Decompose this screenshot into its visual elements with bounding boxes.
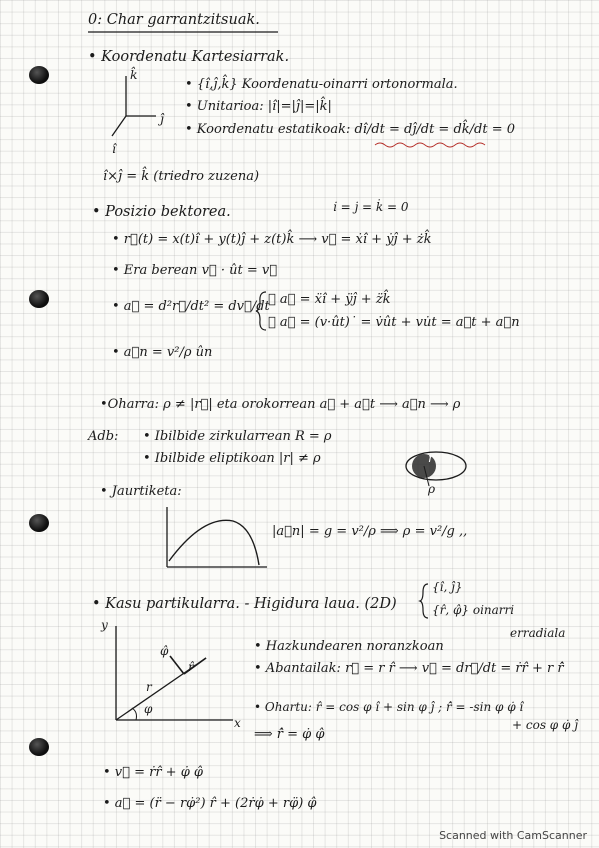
axis-x-label: x <box>234 716 241 730</box>
section1-heading: • Koordenatu Kartesiarrak. <box>88 49 290 65</box>
adb-label: Adb: <box>88 429 119 444</box>
r-vector-label: r <box>146 680 152 694</box>
s1-bullet-orthonormal: • {î,ĵ,k̂} Koordenatu-oinarri ortonormala. <box>185 77 458 92</box>
jaurtiketa-heading: • Jaurtiketa: <box>100 484 182 499</box>
axis-k-label: k̂ <box>130 67 138 82</box>
title-underline <box>88 30 288 34</box>
r-hat-label: r̂ <box>188 660 194 674</box>
acceleration-polar-line: • a⃗ = (r̈ − rφ̇²) r̂ + (2ṙφ̇ + rφ̈) φ̂ <box>103 796 317 811</box>
brace-bracket <box>256 290 268 332</box>
ellipse-sketch <box>404 446 474 496</box>
phi-angle-label: φ <box>144 702 153 716</box>
acceleration-intrinsic: ② a⃗ = (v·ût)˙ = v̇ût + vu̇t = a⃗t + a⃗n <box>268 315 520 330</box>
era-berean-line: • Era berean v⃗ · ût = v⃗ <box>112 263 278 278</box>
acceleration-cartesian: ① a⃗ = ẍî + ÿĵ + z̈k̂ <box>268 292 391 307</box>
r-hat-derivative-line: ⟹ r̂̇ = φ̇ φ̂ <box>254 727 325 742</box>
punch-hole-top <box>29 66 49 84</box>
jaurtiketa-formula: |a⃗n| = g = v²/ρ ⟹ ρ = v²/g ,, <box>272 524 468 539</box>
punch-hole-bottom <box>29 738 49 756</box>
basis-polar: {r̂, φ̂} oinarri <box>432 603 515 617</box>
hazkundearen-bullet: • Hazkundearen noranzkoan <box>254 639 444 654</box>
section2-heading: • Posizio bektorea. <box>92 204 231 220</box>
projectile-trajectory-sketch <box>163 505 273 575</box>
oharra-line: •Oharra: ρ ≠ |r⃗| eta orokorrean a⃗ + a⃗t ⟶ a⃗n ⟶ ρ <box>100 397 461 412</box>
unit-derivatives-zero: i̇ = j̇ = k̇ = 0 <box>333 200 409 214</box>
red-wavy-underline <box>375 141 495 149</box>
phi-hat-label: φ̂ <box>160 644 169 658</box>
axis-i-label: î <box>112 141 116 156</box>
s1-bullet-unitary: • Unitarioa: |î|=|ĵ|=|k̂| <box>185 99 332 114</box>
polar-coordinates-diagram <box>108 622 248 727</box>
s1-bullet-static: • Koordenatu estatikoak: dî/dt = dĵ/dt = dk̂/dt = 0 <box>185 122 516 137</box>
acceleration-definition: • a⃗ = d²r⃗/dt² = dv⃗/dt <box>112 299 270 314</box>
ohartu-continuation: + cos φ φ̇ ĵ <box>512 718 578 732</box>
axis-y-label: y <box>101 618 108 632</box>
adb-elliptic: • Ibilbide eliptikoan |r| ≠ ρ <box>143 451 321 466</box>
ohartu-bullet: • Ohartu: r̂ = cos φ î + sin φ ĵ ; r̂̇ = -sin φ φ̇ î <box>254 700 524 714</box>
ellipse-r-label: r <box>428 451 434 465</box>
punch-hole-lower-mid <box>29 514 49 532</box>
normal-acceleration-line: • a⃗n = v²/ρ ûn <box>112 345 213 360</box>
scanner-watermark: Scanned with CamScanner <box>439 829 587 842</box>
cartesian-axes-diagram <box>110 67 190 160</box>
abantailak-bullet: • Abantailak: r⃗ = r r̂ ⟶ v⃗ = dr⃗/dt = ṙr̂ + r r̂̇ <box>254 661 564 676</box>
velocity-polar-line: • v⃗ = ṙr̂ + φ̇ φ̂ <box>103 765 204 780</box>
page-title: 0: Char garrantzitsuak. <box>88 12 260 28</box>
ellipse-rho-label: ρ <box>428 482 436 496</box>
triedro-line: î×ĵ = k̂ (triedro zuzena) <box>103 169 260 184</box>
axis-j-label: ĵ <box>160 111 164 126</box>
basis-cartesian: {î, ĵ} <box>432 580 463 594</box>
basis-brace <box>420 582 430 620</box>
erradiala-label: erradiala <box>510 626 566 640</box>
adb-circular: • Ibilbide zirkularrean R = ρ <box>143 429 332 444</box>
punch-hole-upper-mid <box>29 290 49 308</box>
section3-heading: • Kasu partikularra. - Higidura laua. (2D) <box>92 596 397 612</box>
position-vector-line: • r⃗(t) = x(t)î + y(t)ĵ + z(t)k̂ ⟶ v⃗ = ẋî + ẏĵ + żk̂ <box>112 232 432 247</box>
